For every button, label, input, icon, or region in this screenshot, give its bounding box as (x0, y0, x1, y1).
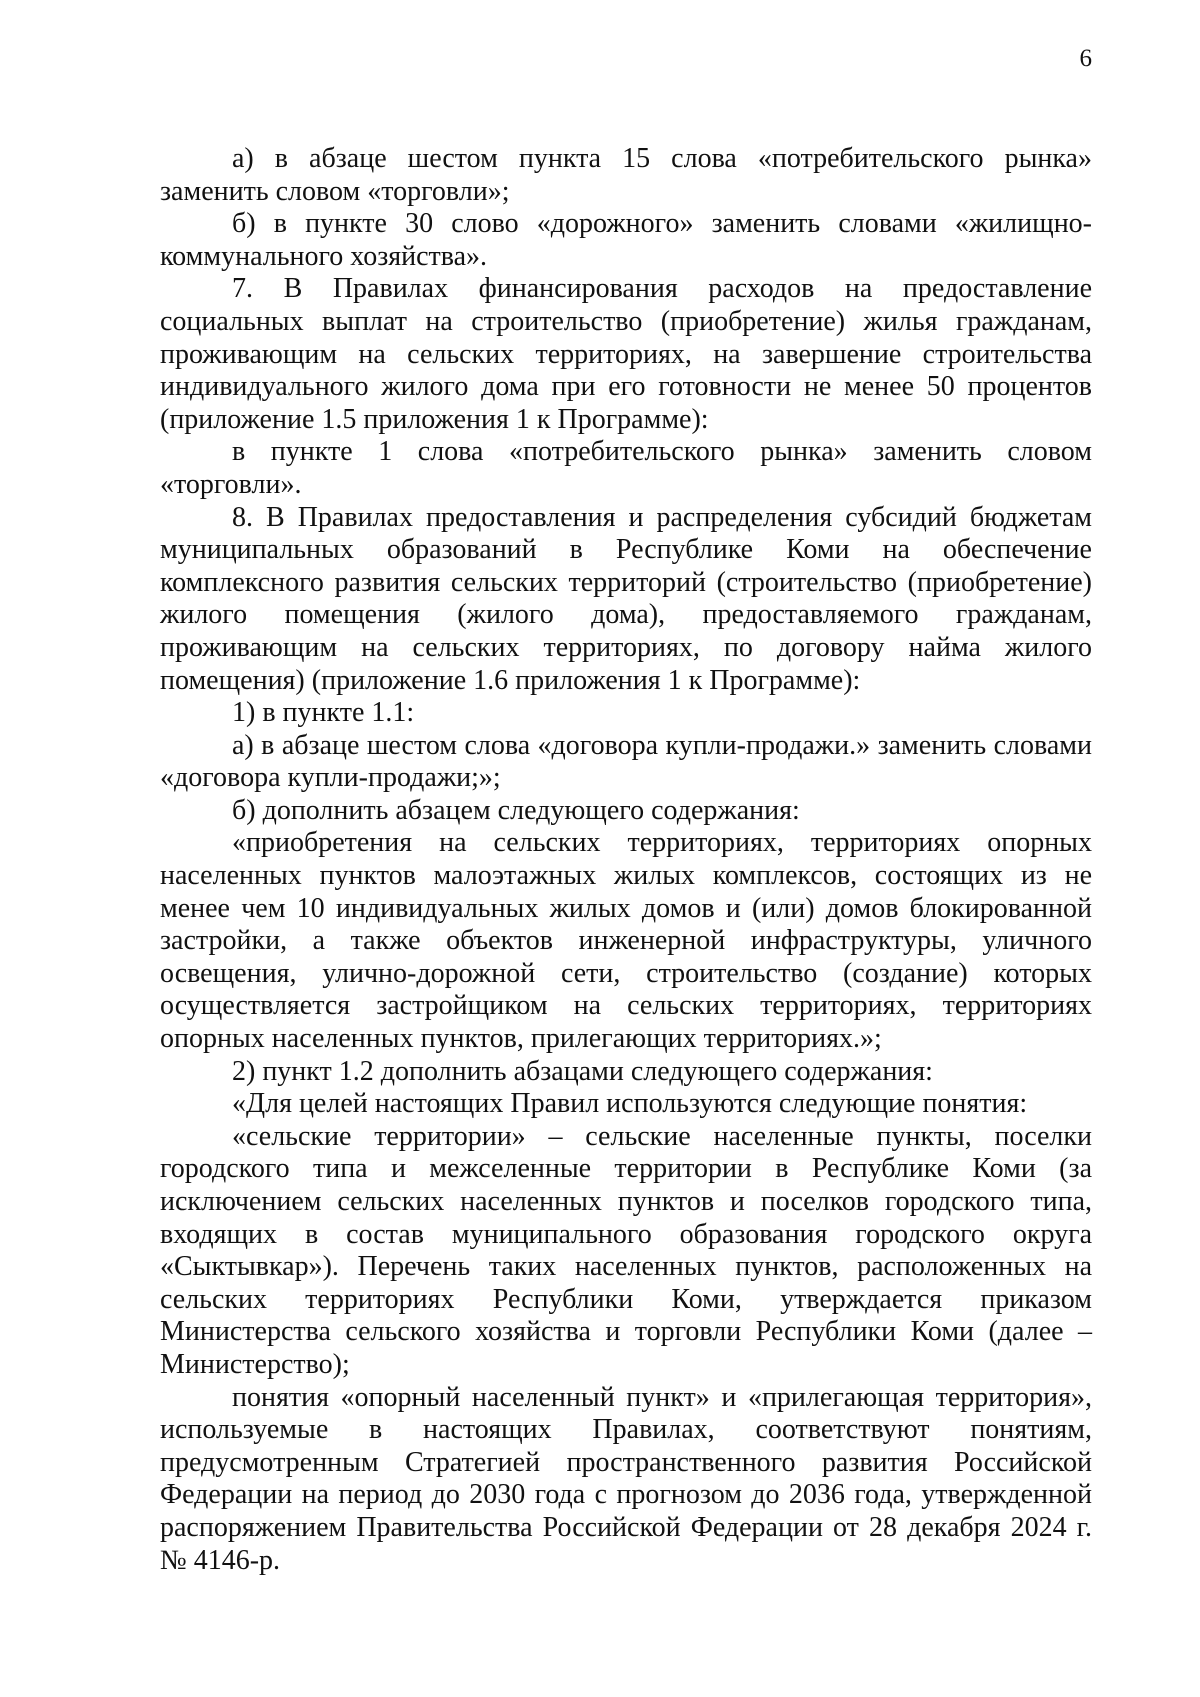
paragraph-subitem-1-clause-1-1: 1) в пункте 1.1: (232, 697, 415, 729)
paragraph-item-7-rules-social-payments: 7. В Правилах финансирования расходов на предоставление социальных выплат на строительство (приобретение) жилья гражданам, проживающим на сельских территориях, на завершение строительства индивидуального жилого дома при его готовности не менее 50 процентов (приложение 1.5 приложения 1 к Программе): (160, 273, 1092, 435)
paragraph-amendment-a-consumer-market: а) в абзаце шестом пункта 15 слова «потребительского рынка» заменить словом «торговли»; (160, 143, 1092, 207)
paragraph-item-8-rules-subsidies: 8. В Правилах предоставления и распределения субсидий бюджетам муниципальных образований в Республике Коми на обеспечение комплексного развития сельских территорий (строительство (приобретение) жилого помещения (жилого дома), предоставляемого гражданам, проживающим на сельских территориях, по договору найма жилого помещения) (приложение 1.6 приложения 1 к Программе): (160, 501, 1092, 696)
paragraph-definition-rural-territories: «сельские территории» – сельские населенные пункты, поселки городского типа и межселенные территории в Республике Коми (за исключением сельских населенных пунктов и поселков городского типа, входящих в состав муниципального образования городского округа «Сыктывкар»). Перечень таких населенных пунктов, расположенных на сельских территориях Республики Коми, утверждается приказом Министерства сельского хозяйства и торговли Республики Коми (далее – Министерство); (160, 1120, 1092, 1380)
paragraph-subitem-a-sale-contract: а) в абзаце шестом слова «договора купли-продажи.» заменить словами «договора купли-продажи;»; (160, 729, 1092, 794)
paragraph-quoted-acquisition: «приобретения на сельских территориях, территориях опорных населенных пунктов малоэтажных жилых комплексов, состоящих из не менее чем 10 индивидуальных жилых домов и (или) домов блокированной застройки, а также объектов инженерной инфраструктуры, уличного освещения, улично-дорожной сети, строительство (создание) которых осуществляется застройщиком на сельских территориях, территориях опорных населенных пунктов, прилегающих территориях.»; (160, 827, 1092, 1055)
page-number: 6 (1079, 45, 1092, 72)
paragraph-subitem-b-add-paragraph: б) дополнить абзацем следующего содержания: (232, 794, 800, 826)
paragraph-definition-support-settlement: понятия «опорный населенный пункт» и «прилегающая территория», используемые в настоящих Правилах, соответствуют понятиям, предусмотренным Стратегией пространственного развития Российской Федерации на период до 2030 года с прогнозом до 2036 года, утвержденной распоряжением Правительства Российской Федерации от 28 декабря 2024 г. № 4146-р. (160, 1381, 1092, 1576)
paragraph-subitem-2-clause-1-2: 2) пункт 1.2 дополнить абзацами следующего содержания: (232, 1055, 933, 1087)
paragraph-quoted-definitions-intro: «Для целей настоящих Правил используются следующие понятия: (232, 1088, 1028, 1120)
document-body (160, 143, 1092, 1577)
paragraph-item-7-clause-1: в пункте 1 слова «потребительского рынка» заменить словом «торговли». (160, 436, 1092, 500)
paragraph-amendment-b-road: б) в пункте 30 слово «дорожного» заменить словами «жилищно-коммунального хозяйства». (160, 208, 1092, 272)
